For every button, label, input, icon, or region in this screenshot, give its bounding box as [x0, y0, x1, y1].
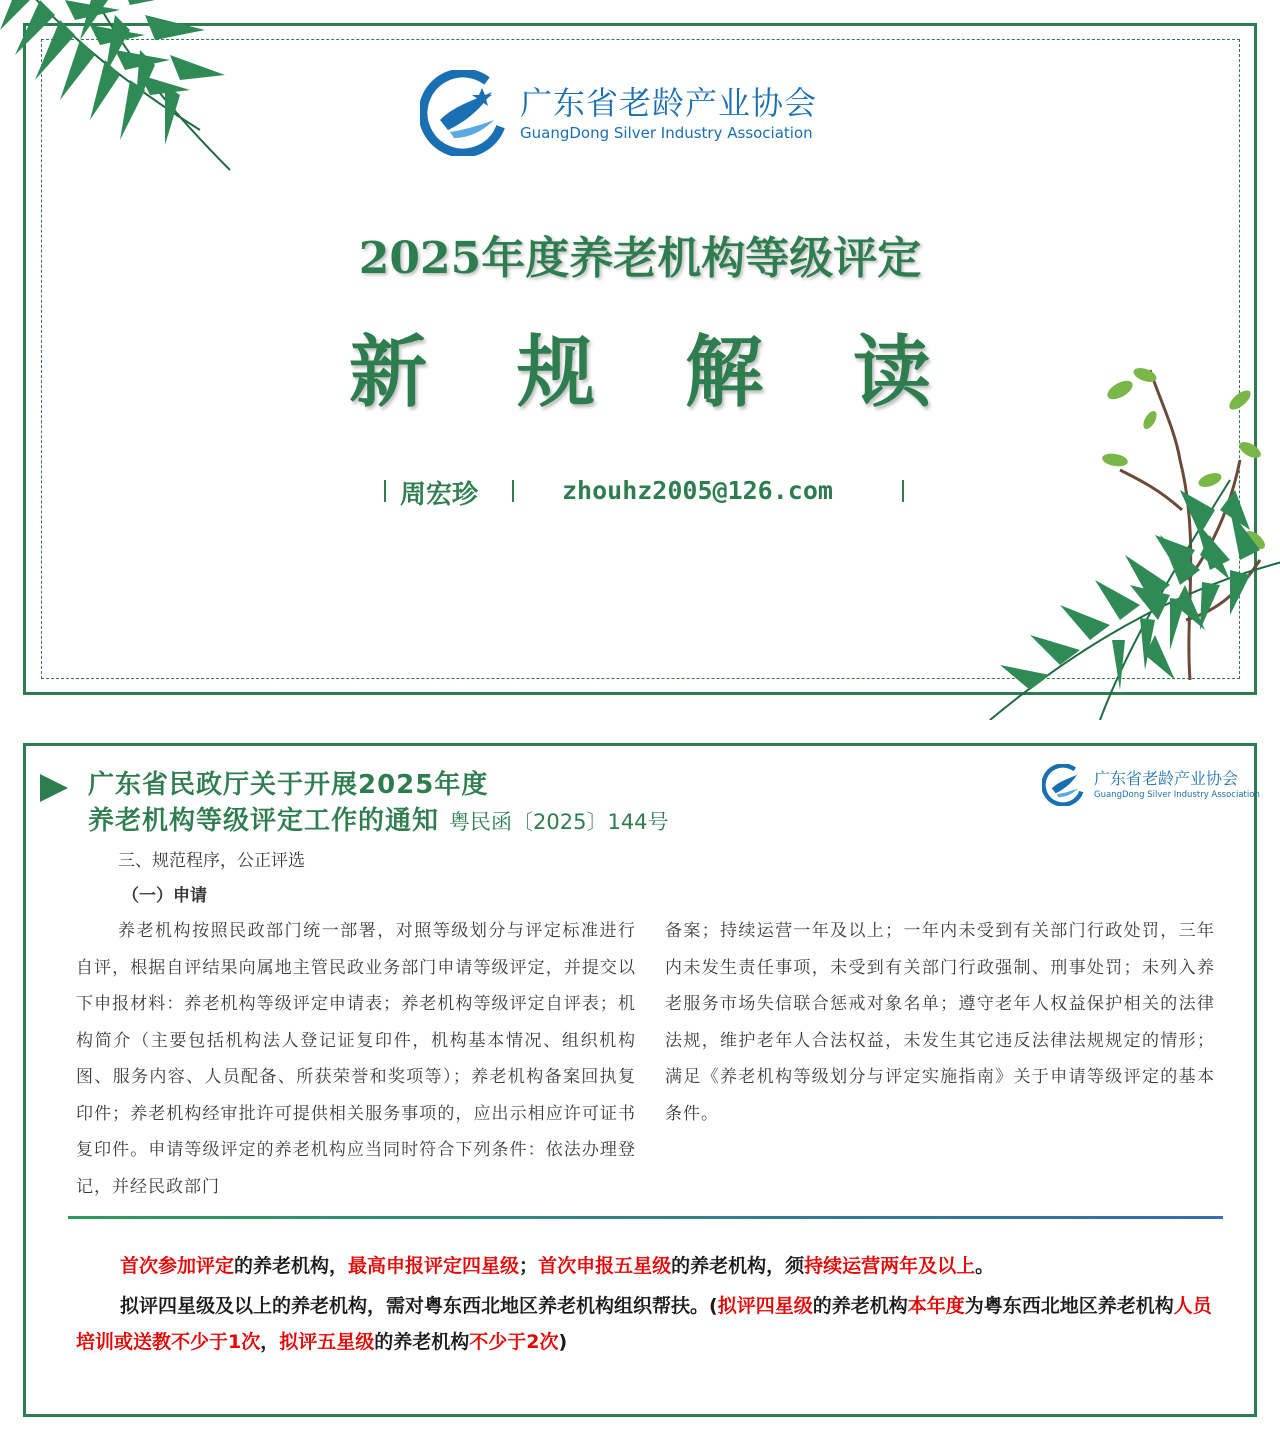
- excerpt-section-title: 三、规范程序，公正评选: [118, 851, 305, 871]
- association-logo: [420, 68, 880, 158]
- note2-seg-6: ，: [260, 1331, 280, 1353]
- key-point-1: [76, 1248, 1226, 1284]
- document-number: 粤民函〔2025〕144号: [449, 810, 669, 834]
- cover-title: 2025年度养老机构等级评定: [358, 233, 922, 284]
- note2-seg-1: 拟评四星级: [717, 1295, 813, 1317]
- note1-seg-3: ；: [519, 1255, 539, 1277]
- note2-seg-0: 拟评四星级及以上的养老机构，需对粤东西北地区养老机构组织帮扶。(: [120, 1295, 718, 1317]
- note1-seg-4: 首次申报五星级: [538, 1255, 672, 1277]
- note1-seg-0: 首次参加评定: [120, 1255, 235, 1277]
- key-point-2: [76, 1288, 1226, 1360]
- note2-seg-2: 的养老机构: [812, 1295, 908, 1317]
- excerpt-subsection-title: （一）申请: [122, 886, 207, 906]
- divider-bar: [384, 480, 386, 502]
- divider-bar: [512, 480, 514, 502]
- notice-heading-line1: 广东省民政厅关于开展2025年度: [88, 770, 489, 800]
- association-logo-small: [1042, 764, 1260, 806]
- author-name: 周宏珍: [400, 480, 479, 510]
- note2-seg-9: 不少于2次: [469, 1331, 559, 1353]
- association-logo-icon: [420, 70, 506, 156]
- note1-seg-2: 最高申报评定四星级: [348, 1255, 520, 1277]
- palm-leaf-decoration-top-left: [0, 0, 280, 210]
- notice-heading-line2-text: 养老机构等级评定工作的通知: [88, 806, 440, 836]
- association-name-en: GuangDong Silver Industry Association: [520, 124, 813, 142]
- note2-seg-4: 为粤东西北地区养老机构: [964, 1295, 1174, 1317]
- play-triangle-icon: [40, 774, 68, 802]
- author-info: [378, 474, 918, 514]
- note2-seg-3: 本年度: [907, 1295, 965, 1317]
- note2-seg-5: 人员培训或送教不少于1次: [76, 1295, 1212, 1353]
- note2-seg-10: ): [558, 1331, 568, 1353]
- excerpt-left-column: 养老机构按照民政部门统一部署，对照等级划分与评定标准进行自评，根据自评结果向属地主管民政业务部门申请等级评定，并提交以下申报材料：养老机构等级评定申请表；养老机构等级评定自评表；机构简介（主要包括机构法人登记证复印件，机构基本情况、组织机构图、服务内容、人员配备、所获荣誉和奖项等）；养老机构备案回执复印件；养老机构经审批许可提供相关服务事项的，应出示相应许可证书复印件。申请等级评定的养老机构应当同时符合下列条件：依法办理登记，并经民政部门: [76, 921, 636, 1197]
- excerpt-right-column: 备案；持续运营一年及以上；一年内未受到有关部门行政处罚，三年内未发生责任事项，未受到有关部门行政强制、刑事处罚；未列入养老服务市场失信联合惩戒对象名单；遵守老年人权益保护相关的法律法规，维护老年人合法权益，未发生其它违反法律法规规定的情形；满足《养老机构等级划分与评定实施指南》关于申请等级评定的基本条件。: [665, 921, 1215, 1124]
- cover-subtitle: 新规解读: [348, 327, 1021, 418]
- association-name-cn: 广东省老龄产业协会: [520, 84, 818, 122]
- note2-seg-7: 拟评五星级: [279, 1331, 375, 1353]
- association-name-cn-small: 广东省老龄产业协会: [1094, 769, 1239, 788]
- note2-seg-8: 的养老机构: [374, 1331, 470, 1353]
- note1-seg-6: 持续运营两年及以上: [804, 1255, 976, 1277]
- association-name-en-small: GuangDong Silver Industry Association: [1094, 790, 1260, 800]
- note1-seg-7: 。: [975, 1255, 995, 1277]
- association-logo-icon: [1042, 764, 1084, 806]
- notice-heading-line2: [88, 800, 669, 837]
- author-email[interactable]: zhouhz2005@126.com: [562, 476, 833, 505]
- note1-seg-1: 的养老机构，: [234, 1255, 349, 1277]
- note1-seg-5: 的养老机构，须: [671, 1255, 805, 1277]
- content-slide: [0, 720, 1280, 1440]
- section-divider: [68, 1216, 1223, 1219]
- divider-bar: [902, 480, 904, 502]
